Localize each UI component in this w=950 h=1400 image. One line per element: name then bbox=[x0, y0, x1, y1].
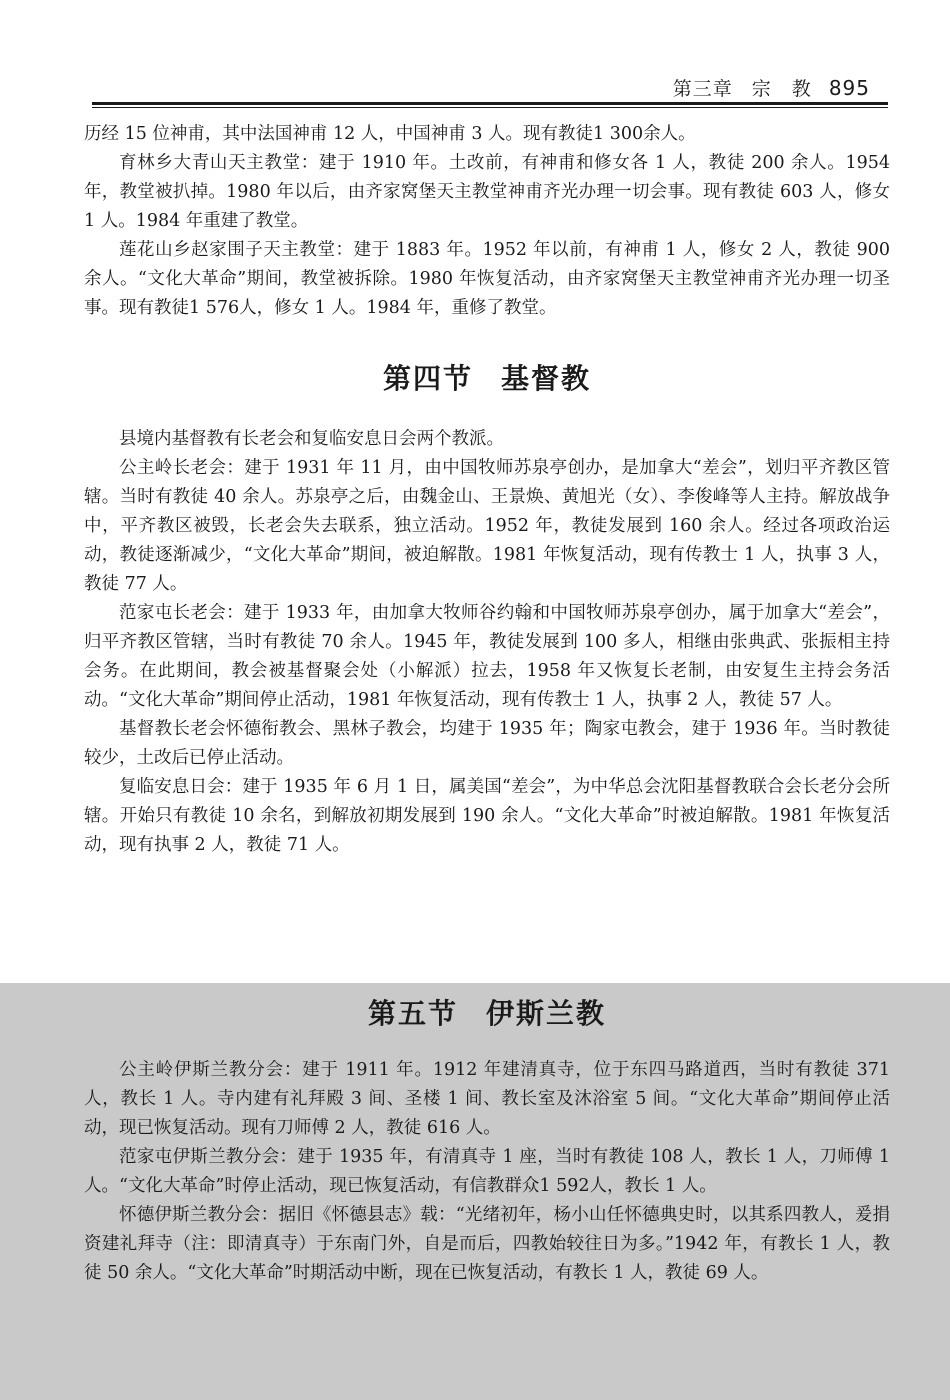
paragraph: 历经 15 位神甫，其中法国神甫 12 人，中国神甫 3 人。现有教徒1 300余人。 bbox=[84, 124, 696, 144]
paragraph: 莲花山乡赵家围子天主教堂：建于 1883 年。1952 年以前，有神甫 1 人，修女 2 人，教徒 900 余人。“文化大革命”期间，教堂被拆除。1980 年恢复活动，由齐家窝堡天主教堂神甫齐光办理一切圣事。现有教徒1 576人，修女 1 人。1984 年，重修了教堂。 bbox=[84, 240, 890, 318]
paragraph: 公主岭长老会：建于 1931 年 11 月，由中国牧师苏泉亭创办，是加拿大“差会”，划归平齐教区管辖。当时有教徒 40 余人。苏泉亭之后，由魏金山、王景焕、黄旭光（女）、李俊峰等人主持。解放战争中，平齐教区被毁，长老会失去联系，独立活动。1952 年，教徒发展到 160 余人。经过各项政治运动，教徒逐渐减少，“文化大革命”期间，被迫解散。1981 年恢复活动，现有传教士 1 人，执事 3 人，教徒 77 人。 bbox=[84, 458, 890, 594]
paragraph: 怀德伊斯兰教分会：据旧《怀德县志》载：“光绪初年，杨小山任怀德典史时，以其系四教人，爰捐资建礼拜寺（注：即清真寺）于东南门外，自是而后，四教始较往日为多。”1942 年，有教长 1 人，教徒 50 余人。“文化大革命”时期活动中断，现在已恢复活动，有教长 1 人，教徒 69 人。 bbox=[84, 1205, 890, 1283]
main-content bbox=[84, 120, 890, 860]
page-header bbox=[92, 74, 888, 104]
section-number: 第五节 bbox=[367, 997, 458, 1030]
running-header bbox=[673, 74, 870, 101]
page-number: 895 bbox=[828, 76, 870, 100]
chapter-label: 第三章 bbox=[672, 78, 733, 100]
paragraph: 公主岭伊斯兰教分会：建于 1911 年。1912 年建清真寺，位于东四马路道西，当时有教徒 371 人，教长 1 人。寺内建有礼拜殿 3 间、圣楼 1 间、教长室及沐浴室 5 间。“文化大革命”期间停止活动，现已恢复活动。现有刀师傅 2 人，教徒 616 人。 bbox=[84, 1060, 890, 1138]
paragraph: 县境内基督教有长老会和复临安息日会两个教派。 bbox=[119, 429, 504, 449]
paragraph: 范家屯伊斯兰教分会：建于 1935 年，有清真寺 1 座，当时有教徒 108 人，教长 1 人，刀师傅 1 人。“文化大革命”时停止活动，现已恢复活动，有信教群众1 592人，教长 1 人。 bbox=[84, 1147, 890, 1196]
paragraph: 范家屯长老会：建于 1933 年，由加拿大牧师谷约翰和中国牧师苏泉亭创办，属于加拿大“差会”，归平齐教区管辖，当时有教徒 70 余人。1945 年，教徒发展到 100 多人，相继由张典武、张振相主持会务。在此期间，教会被基督聚会处（小解派）拉去，1958 年又恢复长老制，由安复生主持会务活动。“文化大革命”期间停止活动，1981 年恢复活动，现有传教士 1 人，执事 2 人，教徒 57 人。 bbox=[84, 603, 890, 710]
header-rule-thin bbox=[92, 107, 888, 108]
section5-content bbox=[84, 992, 890, 1288]
section-heading bbox=[84, 357, 890, 397]
section-label: 宗 教 bbox=[751, 78, 812, 100]
paragraph: 育林乡大青山天主教堂：建于 1910 年。土改前，有神甫和修女各 1 人，教徒 200 余人。1954 年，教堂被扒掉。1980 年以后，由齐家窝堡天主教堂神甫齐光办理一切会事。现有教徒 603 人，修女 1 人。1984 年重建了教堂。 bbox=[84, 153, 890, 231]
section-title: 基督教 bbox=[501, 362, 592, 395]
paragraph: 复临安息日会：建于 1935 年 6 月 1 日，属美国“差会”，为中华总会沈阳基督教联合会长老分会所辖。开始只有教徒 10 余名，到解放初期发展到 190 余人。“文化大革命”时被迫解散。1981 年恢复活动，现有执事 2 人，教徒 71 人。 bbox=[84, 777, 890, 855]
section-number: 第四节 bbox=[382, 362, 473, 395]
paragraph: 基督教长老会怀德衔教会、黑林子教会，均建于 1935 年；陶家屯教会，建于 1936 年。当时教徒较少，土改后已停止活动。 bbox=[84, 719, 890, 768]
section-title: 伊斯兰教 bbox=[486, 997, 607, 1030]
header-rule-thick bbox=[92, 102, 888, 105]
section-heading bbox=[84, 992, 890, 1032]
